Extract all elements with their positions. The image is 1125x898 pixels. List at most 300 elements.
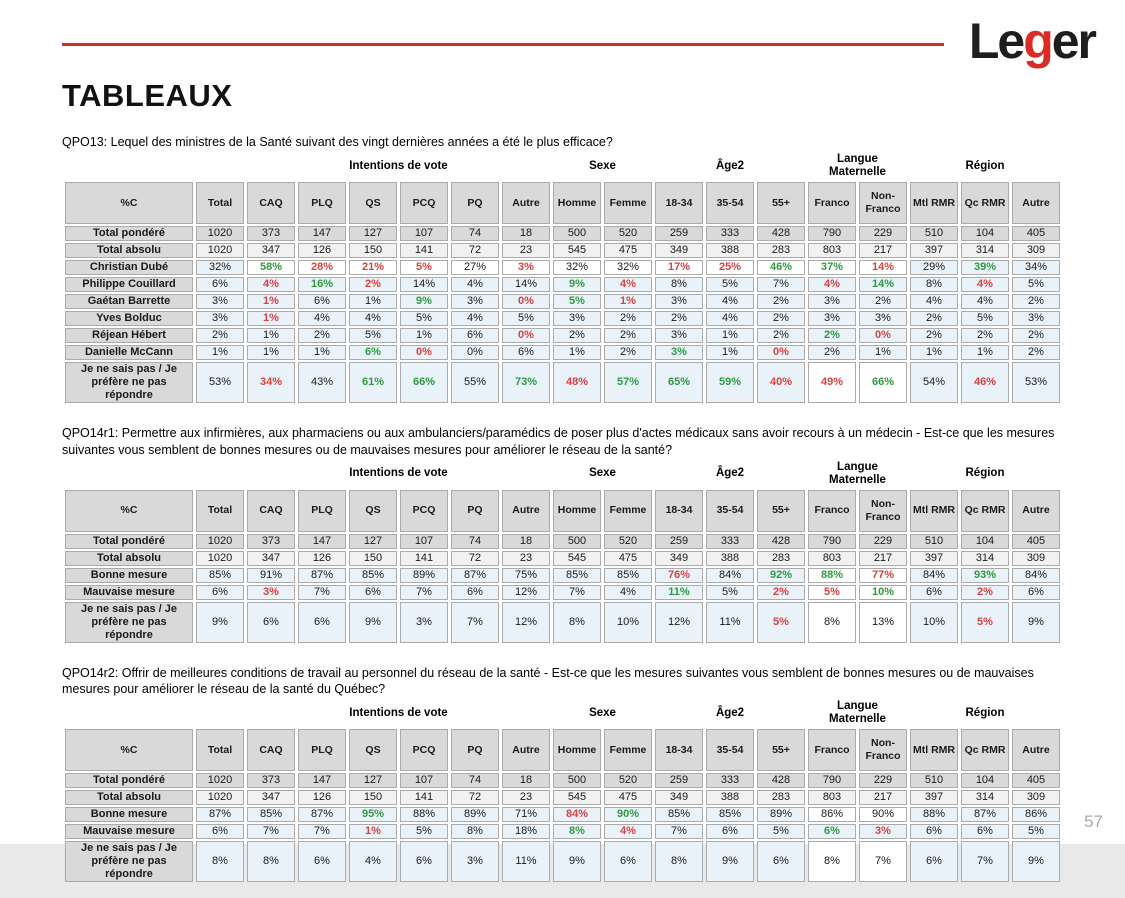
question-text: QPO14r1: Permettre aux infirmières, aux pharmaciens ou aux ambulanciers/paramédics de poser plus d'actes médicaux sans avoir recours à un médecin - Est-ce que les mesures suivantes vous semblent de bonnes mesures ou de mauvaises mesures pour améliorer le réseau de la santé? [62,426,1055,457]
column-header: Total [196,729,244,771]
row-label: Philippe Couillard [65,277,193,292]
cell [349,260,397,275]
cell: 475 [604,243,652,258]
cell [757,260,805,275]
row-label: Total absolu [65,551,193,566]
row-label: Total absolu [65,243,193,258]
cell: 150 [349,790,397,805]
results-table-2 [62,459,1063,645]
question-block-3 [62,665,1072,885]
cell: 4% [298,311,346,326]
cell: 373 [247,534,295,549]
cell [757,362,805,403]
column-header: Autre [1012,490,1060,532]
cell: 6% [298,294,346,309]
corner-header: %C [65,490,193,532]
question-block-1 [62,134,1072,405]
negative-value: 5% [824,585,840,598]
cell: 6% [451,328,499,343]
cell: 85% [706,807,754,822]
negative-value: 28% [310,261,334,274]
column-group-spacer [65,700,244,727]
cell: 4% [349,311,397,326]
cell: 314 [961,790,1009,805]
cell: 3% [196,294,244,309]
cell [655,260,703,275]
positive-value: 8% [569,825,585,838]
cell: 5% [706,277,754,292]
positive-value: 6% [365,346,381,359]
column-group-label: Intentions de vote [349,467,448,480]
cell: 229 [859,226,907,241]
cell: 6% [247,602,295,643]
positive-value: 6% [824,825,840,838]
table-row [65,226,1060,241]
cell: 803 [808,551,856,566]
positive-value: 73% [514,376,538,389]
cell: 347 [247,243,295,258]
positive-value: 39% [973,261,997,274]
cell: 5% [349,328,397,343]
cell: 85% [196,568,244,583]
negative-value: 3% [875,825,891,838]
cell [349,362,397,403]
cell: 373 [247,773,295,788]
column-header: Franco [808,182,856,224]
cell: 29% [910,260,958,275]
cell: 1020 [196,534,244,549]
cell: 7% [451,602,499,643]
column-header: Autre [502,490,550,532]
positive-value: 93% [973,568,997,581]
negative-value: 2% [977,585,993,598]
cell: 5% [502,311,550,326]
cell: 6% [961,824,1009,839]
cell: 217 [859,551,907,566]
negative-value: 4% [263,278,279,291]
cell [247,585,295,600]
cell [553,294,601,309]
column-header: 55+ [757,182,805,224]
cell: 72 [451,551,499,566]
corner-header: %C [65,729,193,771]
cell: 8% [196,841,244,882]
cell: 3% [451,294,499,309]
cell: 85% [553,568,601,583]
cell: 14% [502,277,550,292]
cell: 3% [859,311,907,326]
question-text: QPO14r2: Offrir de meilleures conditions de travail au personnel du réseau de la santé - Est-ce que les mesures suivantes vous semblent de bonnes mesures ou de mauvaises mesures pour améliorer le réseau de la santé du Québec? [62,665,1034,696]
cell: 347 [247,551,295,566]
table-row [65,824,1060,839]
row-label: Total pondéré [65,534,193,549]
cell [808,277,856,292]
cell [502,362,550,403]
cell: 7% [400,585,448,600]
column-header: Mtl RMR [910,490,958,532]
column-header: Non-Franco [859,490,907,532]
cell: 3% [553,311,601,326]
cell: 85% [604,568,652,583]
positive-value: 65% [667,376,691,389]
negative-value: 25% [718,261,742,274]
cell: 397 [910,243,958,258]
cell: 309 [1012,790,1060,805]
column-header-row [65,490,1060,532]
cell: 2% [553,328,601,343]
column-group-label: Intentions de vote [349,706,448,719]
cell: 147 [298,773,346,788]
table-row [65,277,1060,292]
cell: 8% [808,602,856,643]
logo-text-prefix: Le [968,13,1024,69]
negative-value: 76% [667,568,691,581]
table-row [65,773,1060,788]
column-header: Franco [808,490,856,532]
cell: 10% [910,602,958,643]
cell: 229 [859,534,907,549]
tables-container [62,134,1072,884]
cell: 790 [808,773,856,788]
cell: 7% [859,841,907,882]
cell: 1% [247,345,295,360]
table-row [65,602,1060,643]
cell: 283 [757,243,805,258]
column-group-label: Langue Maternelle [829,700,886,726]
cell: 7% [298,824,346,839]
cell: 5% [400,824,448,839]
column-header: 55+ [757,729,805,771]
cell: 2% [1012,328,1060,343]
cell [961,362,1009,403]
logo-text-suffix: er [1051,13,1095,69]
cell: 89% [451,807,499,822]
cell: 86% [1012,807,1060,822]
cell: 32% [553,260,601,275]
cell [808,568,856,583]
cell: 4% [604,585,652,600]
cell [553,362,601,403]
column-header: Qc RMR [961,729,1009,771]
cell: 3% [655,328,703,343]
cell [961,602,1009,643]
cell [655,568,703,583]
row-label: Réjean Hébert [65,328,193,343]
table-row [65,585,1060,600]
cell [655,585,703,600]
cell: 71% [502,807,550,822]
cell: 53% [196,362,244,403]
negative-value: 5% [416,261,432,274]
cell [757,602,805,643]
row-label: Mauvaise mesure [65,824,193,839]
cell: 84% [910,568,958,583]
cell: 7% [298,585,346,600]
cell [247,311,295,326]
cell: 6% [298,602,346,643]
table-row [65,551,1060,566]
cell: 500 [553,226,601,241]
negative-value: 34% [259,376,283,389]
cell: 314 [961,551,1009,566]
cell: 8% [808,841,856,882]
cell: 397 [910,551,958,566]
cell: 32% [196,260,244,275]
table-row [65,345,1060,360]
negative-value: 84% [565,808,589,821]
positive-value: 9% [569,278,585,291]
results-table-3 [62,698,1063,884]
cell [961,277,1009,292]
cell: 309 [1012,243,1060,258]
positive-value: 61% [361,376,385,389]
cell: 545 [553,551,601,566]
cell: 23 [502,551,550,566]
column-header: Homme [553,182,601,224]
cell [859,328,907,343]
cell: 2% [1012,345,1060,360]
cell: 107 [400,773,448,788]
negative-value: 0% [773,346,789,359]
cell: 6% [1012,585,1060,600]
negative-value: 40% [769,376,793,389]
column-header-row [65,182,1060,224]
column-group-spacer [65,461,244,488]
cell: 4% [706,311,754,326]
cell: 2% [808,345,856,360]
question-block-2 [62,425,1072,645]
cell: 520 [604,226,652,241]
positive-value: 46% [769,261,793,274]
cell: 87% [961,807,1009,822]
cell [706,260,754,275]
cell: 500 [553,773,601,788]
cell [604,277,652,292]
cell: 2% [298,328,346,343]
negative-value: 4% [620,825,636,838]
negative-value: 4% [824,278,840,291]
cell: 6% [196,585,244,600]
negative-value: 49% [820,376,844,389]
negative-value: 21% [361,261,385,274]
cell: 397 [910,790,958,805]
cell: 75% [502,568,550,583]
cell [808,824,856,839]
cell: 347 [247,790,295,805]
negative-value: 1% [263,295,279,308]
positive-value: 5% [569,295,585,308]
column-group-label: Sexe [589,706,616,719]
cell: 87% [298,568,346,583]
slide-content [62,78,1072,898]
cell: 6% [196,824,244,839]
cell [859,277,907,292]
cell: 18% [502,824,550,839]
cell: 8% [553,602,601,643]
cell: 388 [706,243,754,258]
negative-value: 5% [977,615,993,628]
cell [706,362,754,403]
cell: 127 [349,534,397,549]
cell [655,345,703,360]
cell: 5% [400,311,448,326]
cell: 126 [298,243,346,258]
cell: 333 [706,226,754,241]
cell: 4% [706,294,754,309]
cell: 74 [451,534,499,549]
cell: 2% [196,328,244,343]
cell: 333 [706,773,754,788]
column-header: CAQ [247,729,295,771]
cell: 85% [349,568,397,583]
cell: 259 [655,773,703,788]
cell: 12% [655,602,703,643]
cell: 18 [502,534,550,549]
cell: 147 [298,534,346,549]
cell: 72 [451,243,499,258]
cell [757,345,805,360]
cell: 104 [961,226,1009,241]
negative-value: 4% [620,278,636,291]
column-header: 18-34 [655,182,703,224]
positive-value: 9% [416,295,432,308]
cell: 6% [400,841,448,882]
cell: 217 [859,243,907,258]
cell [757,568,805,583]
column-group-label: Langue Maternelle [829,460,886,486]
cell [808,328,856,343]
cell: 23 [502,243,550,258]
column-group-label: Intentions de vote [349,159,448,172]
cell [604,294,652,309]
cell [757,585,805,600]
cell [247,362,295,403]
row-label: Bonne mesure [65,807,193,822]
cell: 1% [553,345,601,360]
cell: 510 [910,534,958,549]
cell: 6% [910,585,958,600]
cell: 11% [502,841,550,882]
cell: 428 [757,226,805,241]
cell: 14% [400,277,448,292]
cell [298,260,346,275]
cell: 2% [859,294,907,309]
cell: 90% [859,807,907,822]
cell: 3% [1012,311,1060,326]
cell: 91% [247,568,295,583]
cell: 141 [400,551,448,566]
positive-value: 10% [871,585,895,598]
table-row [65,362,1060,403]
cell: 43% [298,362,346,403]
cell: 283 [757,790,805,805]
cell: 2% [1012,294,1060,309]
cell: 5% [757,824,805,839]
cell: 32% [604,260,652,275]
page-number: 57 [1084,812,1103,831]
table-row [65,534,1060,549]
column-header: Qc RMR [961,182,1009,224]
cell: 8% [655,841,703,882]
cell [808,585,856,600]
column-header: 55+ [757,490,805,532]
row-label: Gaétan Barrette [65,294,193,309]
cell: 3% [196,311,244,326]
cell: 87% [196,807,244,822]
cell [247,277,295,292]
cell: 520 [604,534,652,549]
cell [400,294,448,309]
cell: 790 [808,534,856,549]
cell [349,824,397,839]
cell: 1020 [196,790,244,805]
negative-value: 3% [518,261,534,274]
cell: 510 [910,226,958,241]
positive-value: 90% [616,808,640,821]
table-row [65,841,1060,882]
column-header-row [65,729,1060,771]
column-header: 18-34 [655,729,703,771]
question-text: QPO13: Lequel des ministres de la Santé suivant des vingt dernières années a été le plus efficace? [62,135,613,149]
cell: 510 [910,773,958,788]
cell: 2% [604,311,652,326]
cell: 803 [808,243,856,258]
positive-value: 57% [616,376,640,389]
cell [961,568,1009,583]
cell [859,260,907,275]
column-header: 35-54 [706,490,754,532]
row-label: Yves Bolduc [65,311,193,326]
column-header: PCQ [400,729,448,771]
row-label: Christian Dubé [65,260,193,275]
cell: 6% [757,841,805,882]
row-label: Je ne sais pas / Je préfère ne pas répondre [65,602,193,643]
cell: 86% [808,807,856,822]
row-label: Bonne mesure [65,568,193,583]
negative-value: 17% [667,261,691,274]
cell: 1% [298,345,346,360]
column-group-row [65,153,1060,180]
cell: 53% [1012,362,1060,403]
cell: 8% [451,824,499,839]
cell: 5% [706,585,754,600]
cell: 3% [808,311,856,326]
row-label: Danielle McCann [65,345,193,360]
column-header: QS [349,490,397,532]
cell [247,294,295,309]
cell: 428 [757,773,805,788]
cell: 7% [757,277,805,292]
column-header: Autre [502,182,550,224]
column-group-label: Région [965,706,1005,719]
cell: 55% [451,362,499,403]
cell [247,260,295,275]
cell: 1020 [196,226,244,241]
cell: 2% [757,328,805,343]
cell: 104 [961,534,1009,549]
cell [655,362,703,403]
cell: 11% [706,602,754,643]
cell: 7% [247,824,295,839]
table-row [65,568,1060,583]
cell: 309 [1012,551,1060,566]
cell: 6% [349,585,397,600]
column-group-label: Région [965,467,1005,480]
cell: 5% [1012,277,1060,292]
cell: 2% [655,311,703,326]
positive-value: 66% [412,376,436,389]
cell [553,277,601,292]
